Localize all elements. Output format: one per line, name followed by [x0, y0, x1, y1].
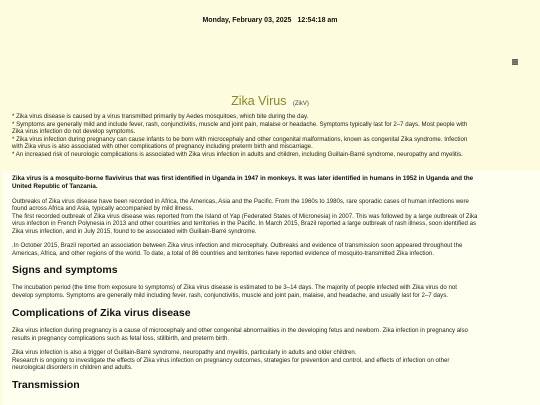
article-content: [3, 171, 540, 405]
history-line: virus infection in French Polynesia in 2013 and other countries and territories in the Pacific. In March 2015, Brazil reported a large outbreak of rash illness, soon identified as: [12, 220, 477, 228]
summary-line: * Zika virus disease is caused by a virus transmitted primarily by Aedes mosquitoes, which bite during the day.: [12, 113, 309, 120]
title-row: [0, 92, 540, 110]
summary-line: * An increased risk of neurologic complications is associated with Zika virus infection in adults and children, including Guillain-Barré syndrome, neuropathy and myelitis.: [12, 150, 463, 158]
gbs-line: Zika virus infection is also a trigger of Guillain-Barré syndrome, neuropathy and myelitis, particularly in adults and older children.: [12, 349, 357, 357]
current-time: 12:54:18 am: [297, 16, 338, 24]
current-date: Monday, February 03, 2025: [202, 16, 292, 24]
lead-paragraph: [12, 171, 531, 191]
page-title-abbreviation: (ZikV): [292, 101, 309, 107]
datetime-bar: [0, 0, 540, 40]
gbs-line: Research is ongoing to investigate the effects of Zika virus infection on pregnancy outcomes, strategies for prevention and control, and effects of infection on other: [12, 356, 450, 364]
menu-icon: [512, 59, 518, 65]
complications-line: results in pregnancy complications such as fetal loss, stillbirth, and preterm birth.: [12, 334, 230, 342]
lead-line: Zika virus is a mosquito-borne flavivirus that was first identified in Uganda in 1947 in monkeys. It was later identified in humans in 1952 in Uganda and the: [12, 175, 474, 182]
menu-button[interactable]: [509, 56, 521, 68]
history-line: found across Africa and Asia, typically accompanied by mild illness.: [12, 205, 194, 213]
summary-line: with Zika virus is also associated with other complications of pregnancy including preterm birth and miscarriage.: [12, 143, 313, 151]
complications-heading: Complications of Zika virus disease: [12, 307, 191, 320]
signs-heading: Signs and symptoms: [12, 264, 118, 277]
history-paragraph: [12, 198, 531, 236]
summary-line: * Symptoms are generally mild and include fever, rash, conjunctivitis, muscle and joint pain, malaise or headache. Symptoms typically last for 2–7 days. Most people with: [12, 120, 468, 128]
page-title: Zika Virus: [231, 94, 287, 108]
key-facts-summary: [12, 113, 530, 159]
signs-line: develop symptoms. Symptoms are generally mild including fever, rash, conjunctivitis, muscle and joint pain, malaise, and headache, and usually last for 2–7 days.: [12, 291, 448, 299]
history-line: Zika virus infection, and in July 2015, found to be associated with Guillain-Barré syndrome.: [12, 227, 257, 235]
brazil-line: Americas, Africa, and other regions of the world. To date, a total of 86 countries and territories have reported evidence of mosquito-transmitted Zika infection.: [12, 249, 434, 257]
brazil-line: .In October 2015, Brazil reported an association between Zika virus infection and microcephaly. Outbreaks and evidence of transmission soon appeared throughout the: [12, 242, 463, 250]
summary-line: Zika virus infection do not develop symptoms.: [12, 128, 136, 136]
gbs-line: neurological disorders in children and adults.: [12, 364, 133, 372]
brazil-paragraph: [12, 242, 531, 257]
complications-line: Zika virus infection during pregnancy is a cause of microcephaly and other congenital abnormalities in the developing fetus and newborn. Zika infection in pregnancy also: [12, 327, 468, 335]
lead-line: United Republic of Tanzania.: [12, 182, 98, 190]
history-line: The first recorded outbreak of Zika virus disease was reported from the Island of Yap (Federated States of Micronesia) in 2007. This was followed by a large outbreak of Zika: [12, 212, 478, 220]
summary-line: * Zika virus infection during pregnancy can cause infants to be born with microcephaly and other congenital malformations, known as congenital Zika syndrome. Infection: [12, 135, 468, 143]
signs-line: The incubation period (the time from exposure to symptoms) of Zika virus disease is estimated to be 3–14 days. The majority of people infected with Zika virus do not: [12, 284, 457, 292]
complications-paragraph: [12, 327, 531, 342]
history-line: Outbreaks of Zika virus disease have been recorded in Africa, the Americas, Asia and the Pacific. From the 1960s to 1980s, rare sporadic cases of human infections were: [12, 197, 469, 205]
signs-paragraph: [12, 284, 531, 299]
transmission-heading: Transmission: [12, 378, 80, 391]
gbs-paragraph: [12, 349, 531, 372]
